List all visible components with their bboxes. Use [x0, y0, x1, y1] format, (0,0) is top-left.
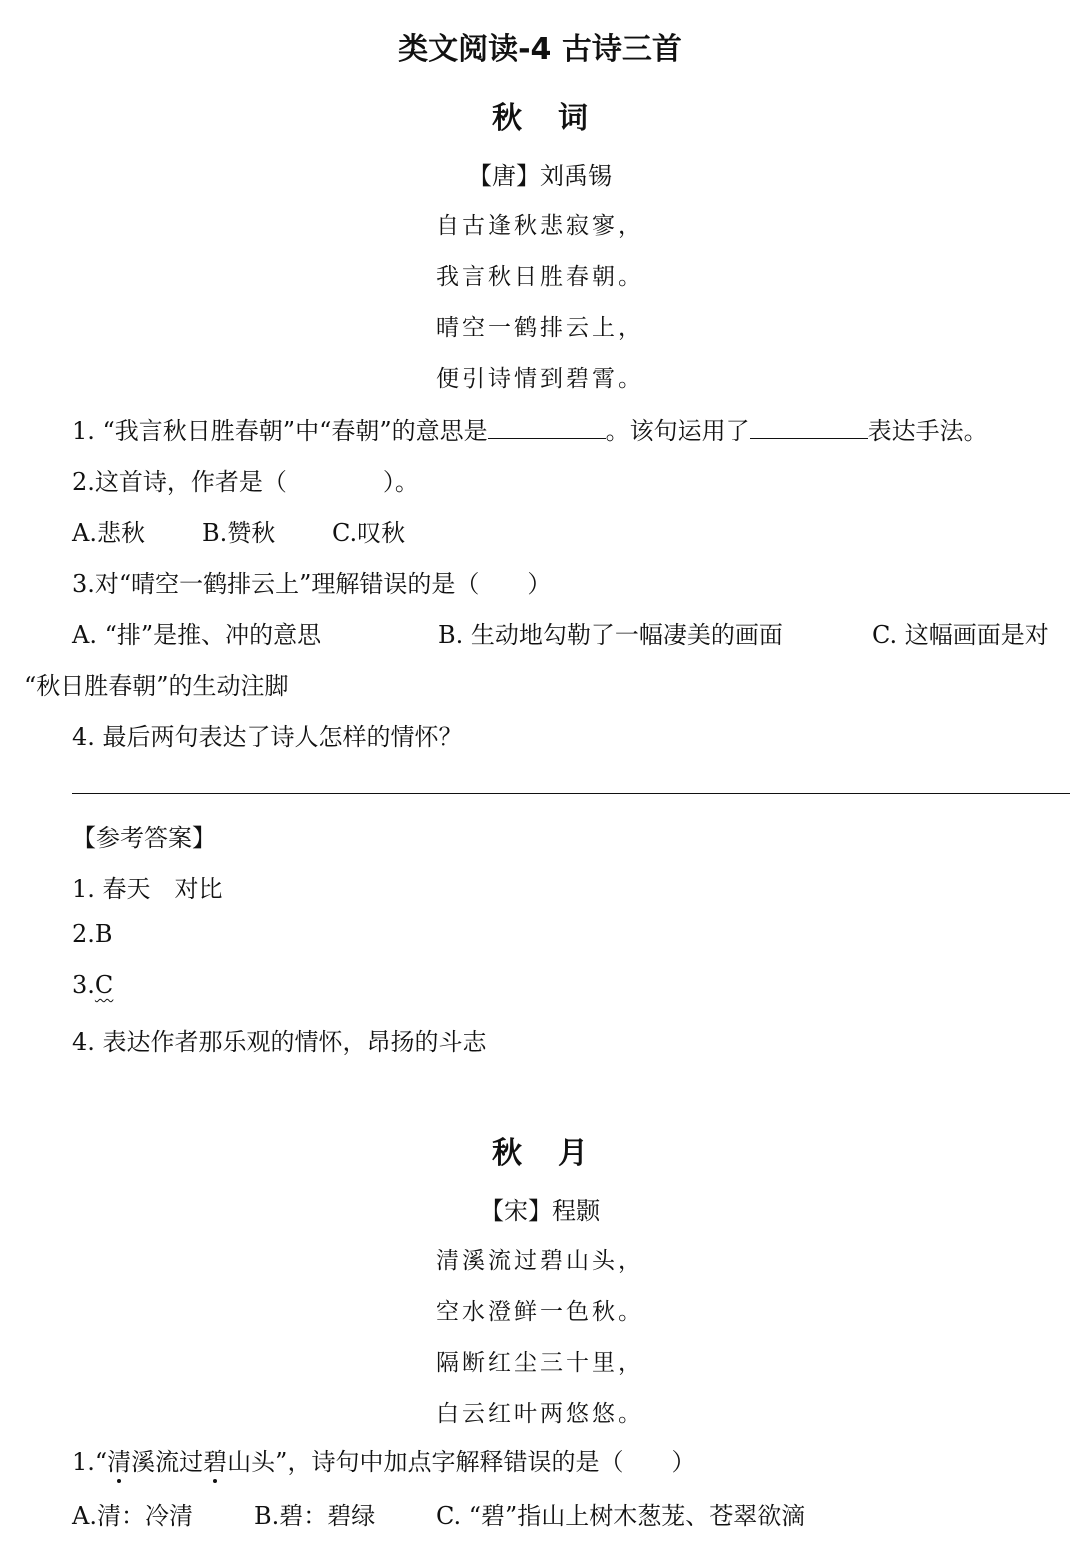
poem2-title: 秋月: [492, 1136, 624, 1171]
poem1-line-1: 自古逢秋悲寂寥，: [436, 213, 644, 239]
question-text: 山头”，诗句中加点字解释错误的是（ ）: [227, 1448, 696, 1476]
option: B. 生动地勾勒了一幅凄美的画面: [438, 621, 783, 649]
answers-heading: 【参考答案】: [72, 824, 216, 852]
answer-3: [72, 971, 1072, 999]
poem2-line-4: 白云红叶两悠悠。: [436, 1401, 644, 1427]
poem1-line-4: 便引诗情到碧霄。: [436, 366, 644, 392]
answer-number: 3.: [72, 971, 95, 999]
option: B.赞秋: [202, 519, 276, 547]
poem2-line-1: 清溪流过碧山头，: [436, 1248, 644, 1274]
question-text: 1. “我言秋日胜春朝”中“春朝”的意思是: [72, 417, 488, 445]
option: C.叹秋: [332, 519, 406, 547]
poem2-question-1: [72, 1442, 1072, 1477]
poem1-author: 【唐】刘禹锡: [468, 162, 612, 190]
option: A.悲秋: [72, 519, 145, 547]
poem1-question-4: 4. 最后两句表达了诗人怎样的情怀？: [72, 723, 463, 751]
answer-2: 2.B: [72, 920, 113, 948]
question-text: 1.“: [72, 1448, 108, 1476]
poem1-line-2: 我言秋日胜春朝。: [436, 264, 644, 290]
poem1-title: 秋词: [492, 101, 624, 136]
poem1-question-3: 3.对“晴空一鹤排云上”理解错误的是（ ）: [72, 570, 552, 598]
option: B.碧：碧绿: [254, 1502, 376, 1530]
poem1-question-2: 2.这首诗，作者是（ ）。: [72, 468, 419, 496]
question-text: 。该句运用了: [605, 417, 750, 445]
document-title: 类文阅读-4 古诗三首: [398, 32, 682, 67]
answer-blank: [488, 416, 606, 439]
question-text: 表达手法。: [867, 417, 988, 445]
poem1-question-2-options: [72, 513, 1072, 548]
poem2-author: 【宋】程颢: [480, 1197, 600, 1225]
poem2-question-1-options: [72, 1496, 1072, 1531]
poem2-line-2: 空水澄鲜一色秋。: [436, 1299, 644, 1325]
answer-4: 4. 表达作者那乐观的情怀，昂扬的斗志: [72, 1028, 487, 1056]
option: A.清：冷清: [72, 1502, 193, 1530]
poem1-question-3-options-cont: “秋日胜春朝”的生动注脚: [24, 672, 289, 700]
question-text: 溪流过: [131, 1448, 204, 1476]
answer-blank: [750, 416, 868, 439]
poem1-question-3-options: [72, 615, 1072, 650]
answer-1: 1. 春天 对比: [72, 875, 223, 903]
option: A. “排”是推、冲的意思: [72, 621, 322, 649]
dotted-character: 碧: [203, 1442, 227, 1477]
poem1-question-1: [72, 411, 1072, 446]
poem1-line-3: 晴空一鹤排云上，: [436, 315, 644, 341]
dotted-character: 清: [107, 1442, 131, 1477]
option: C. 这幅画面是对: [872, 621, 1049, 649]
divider-line: [72, 793, 1070, 794]
poem2-line-3: 隔断红尘三十里，: [436, 1350, 644, 1376]
answer-letter: C: [94, 971, 114, 999]
option: C. “碧”指山上树木葱茏、苍翠欲滴: [436, 1502, 806, 1530]
